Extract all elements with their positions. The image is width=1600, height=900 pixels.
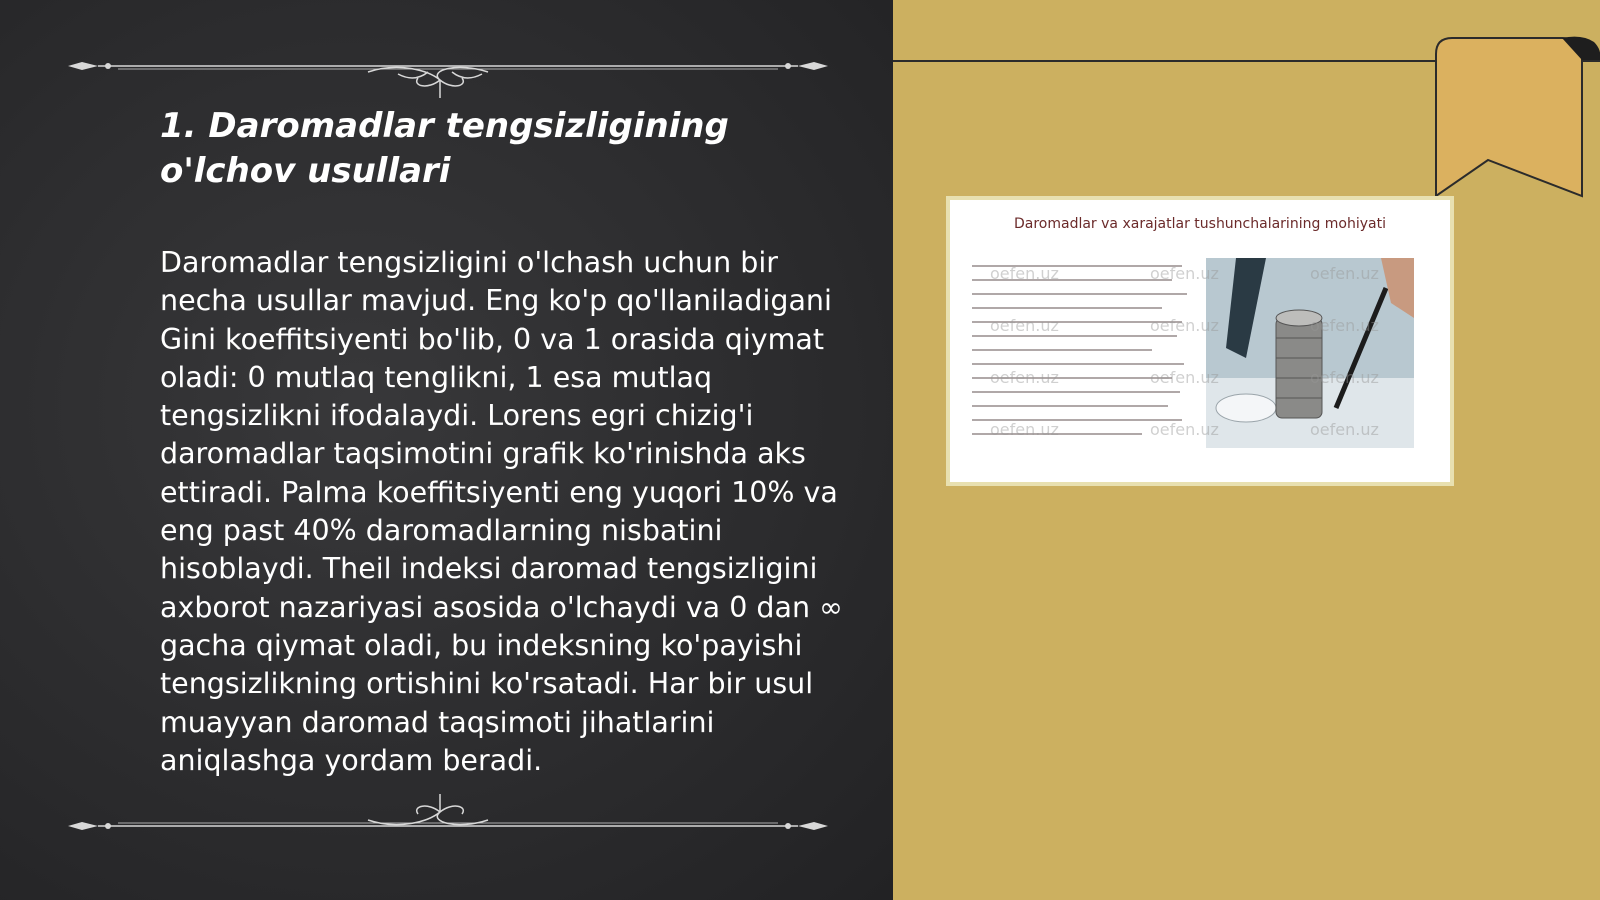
- watermark-text: oefen.uz: [1310, 316, 1379, 335]
- thumbnail-slide-preview: [950, 200, 1450, 482]
- watermark-text: oefen.uz: [1150, 264, 1219, 283]
- thumbnail-text-lines: [972, 260, 1192, 460]
- watermark-text: oefen.uz: [1310, 264, 1379, 283]
- watermark-text: oefen.uz: [1310, 420, 1379, 439]
- top-ornament-divider: [68, 42, 828, 102]
- watermark-text: oefen.uz: [1150, 420, 1219, 439]
- watermark-text: oefen.uz: [990, 316, 1059, 335]
- thumbnail-caption: Daromadlar va xarajatlar tushunchalarining mohiyati: [1013, 216, 1387, 232]
- watermark-text: oefen.uz: [1150, 316, 1219, 335]
- bookmark-ribbon-icon: [1432, 34, 1600, 204]
- watermark-text: oefen.uz: [1150, 368, 1219, 387]
- slide-body-text: Daromadlar tengsizligini o'lchash uchun bir necha usullar mavjud. Eng ko'p qo'llaniladigani Gini koeffitsiyenti bo'lib, 0 va 1 orasida qiymat oladi: 0 mutlaq tenglikni, 1 esa mutlaq tengsizlikni ifodalaydi. Lorens egri chizig'i daromadlar taqsimotini grafik ko'rinishda aks ettiradi. Palma koeffitsiyenti eng yuqori 10% va eng past 40% daromadlarning nisbatini hisoblaydi. Theil indeksi daromad tengsizligini axborot nazariyasi asosida o'lchaydi va 0 dan ∞ gacha qiymat oladi, bu indeksning ko'payishi tengsizlikning ortishini ko'rsatadi. Har bir usul muayyan daromad taqsimoti jihatlarini aniqlashga yordam beradi.: [160, 246, 843, 777]
- watermark-text: oefen.uz: [990, 368, 1059, 387]
- slide-title: 1. Daromadlar tengsizligining o'lchov usullari: [160, 106, 729, 191]
- bottom-ornament-divider: [68, 782, 828, 842]
- watermark-text: oefen.uz: [990, 264, 1059, 283]
- watermark-text: oefen.uz: [990, 420, 1059, 439]
- coins-and-pen-photo: [1206, 258, 1414, 448]
- watermark-text: oefen.uz: [1310, 368, 1379, 387]
